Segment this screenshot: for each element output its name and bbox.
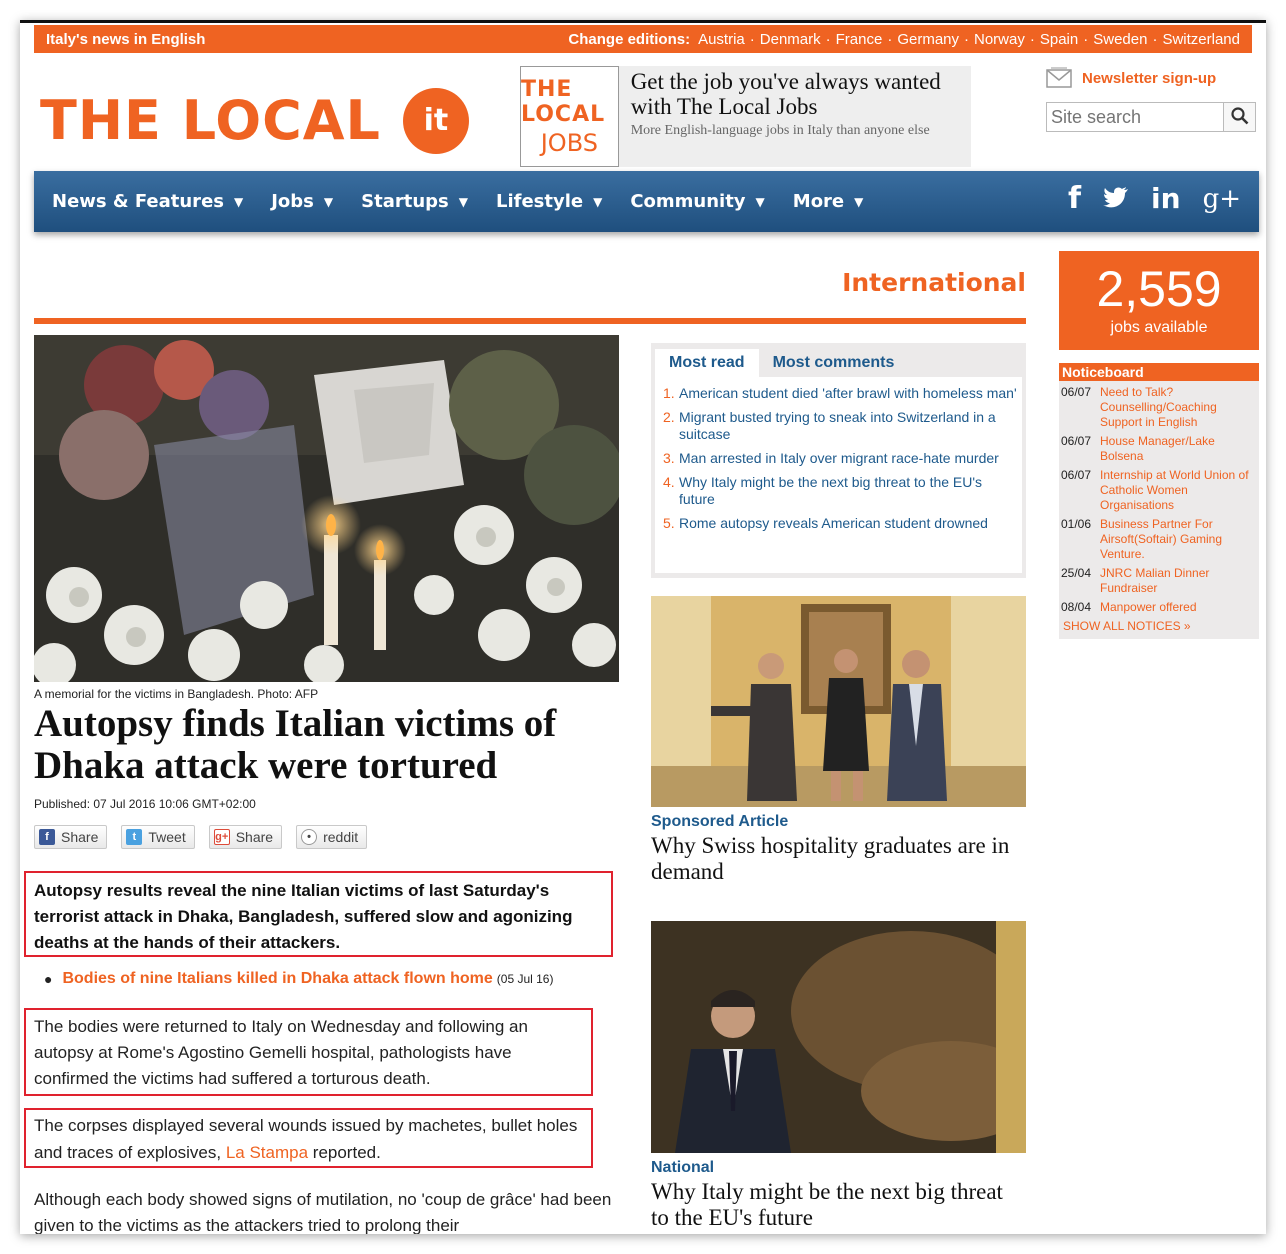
browser-page: [20, 20, 1266, 1234]
notice-date: 06/07: [1061, 468, 1092, 482]
published-date: Published: 07 Jul 2016 10:06 GMT+02:00: [34, 797, 256, 811]
edition-link-norway[interactable]: Norway: [974, 30, 1025, 48]
reddit-icon: •: [301, 829, 317, 845]
jobs-ad-logo-line1: THE LOCAL: [521, 76, 606, 127]
list-item: [1061, 434, 1256, 464]
share-buttons: [34, 825, 381, 849]
nav-label: Startups: [361, 191, 449, 212]
nav-label: Lifestyle: [495, 191, 584, 212]
most-read-link[interactable]: Migrant busted trying to sneak into Switzerland in a suitcase: [679, 409, 996, 442]
edition-link-spain[interactable]: Spain: [1039, 30, 1079, 48]
share-label: reddit: [323, 829, 359, 845]
newsletter-label: Newsletter sign-up: [1082, 69, 1217, 87]
share-label: Share: [61, 829, 99, 845]
national-article-image[interactable]: [651, 921, 1026, 1153]
promo-title[interactable]: Why Swiss hospitality graduates are in demand: [651, 833, 1010, 884]
notice-date: 06/07: [1061, 385, 1092, 399]
sponsored-article-image[interactable]: [651, 596, 1026, 807]
list-item[interactable]: 5. Rome autopsy reveals American student drowned: [663, 515, 988, 531]
related-article-date: (05 Jul 16): [496, 972, 554, 986]
nav-label: Jobs: [271, 191, 314, 212]
related-article-link[interactable]: Bodies of nine Italians killed in Dhaka attack flown home: [62, 970, 493, 987]
caret-down-icon: ▼: [458, 194, 468, 209]
caret-down-icon: ▼: [233, 194, 244, 209]
jobs-ad-subline: More English-language jobs in Italy than anyone else: [630, 123, 930, 138]
google-plus-share-button[interactable]: [209, 825, 282, 849]
site-tagline: Italy's news in English: [46, 30, 206, 48]
facebook-share-button[interactable]: [34, 825, 107, 849]
jobs-count-label: jobs available: [1110, 319, 1208, 336]
notice-link[interactable]: House Manager/Lake Bolsena: [1100, 434, 1215, 463]
nav-news-features[interactable]: [52, 191, 243, 212]
article-paragraph: The bodies were returned to Italy on Wednesday and following an autopsy at Rome's Agostino Gemelli hospital, pathologists have confirmed the victims had suffered a torturous death.: [24, 1008, 593, 1096]
edition-link-denmark[interactable]: Denmark: [759, 30, 821, 48]
list-item[interactable]: 3. Man arrested in Italy over migrant race-hate murder: [663, 450, 999, 466]
facebook-icon: f: [39, 829, 55, 845]
paragraph-text: The corpses displayed several wounds issued by machetes, bullet holes and traces of explosives,: [34, 1116, 578, 1162]
tab-most-comments[interactable]: Most comments: [772, 354, 895, 371]
nav-label: News & Features: [52, 191, 224, 212]
bullet-icon: ●: [44, 971, 53, 987]
caret-down-icon: ▼: [854, 194, 864, 209]
notice-link[interactable]: Internship at World Union of Catholic Women Organisations: [1100, 468, 1249, 512]
article-headline: Autopsy finds Italian victims of Dhaka attack were tortured: [34, 702, 557, 787]
editions-label: Change editions:: [568, 30, 691, 48]
list-item[interactable]: 4. Why Italy might be the next big threat to the EU's future: [663, 474, 1018, 508]
most-read-link[interactable]: Why Italy might be the next big threat to the EU's future: [679, 474, 983, 507]
most-read-link[interactable]: Man arrested in Italy over migrant race-hate murder: [679, 450, 999, 466]
twitter-icon: t: [126, 829, 142, 845]
editions-menu: Change editions: Austria · Denmark · France · Germany · Norway · Spain · Sweden · Switzerland: [568, 30, 1240, 48]
share-label: Share: [235, 829, 274, 845]
nav-community[interactable]: [630, 191, 764, 212]
paragraph-text: reported.: [308, 1143, 381, 1162]
promo-label: Sponsored Article: [651, 813, 789, 830]
search-input[interactable]: [1046, 102, 1224, 132]
newsletter-signup[interactable]: [1046, 67, 1216, 89]
nav-label: Community: [630, 191, 746, 212]
edition-link-switzerland[interactable]: Switzerland: [1162, 30, 1240, 48]
most-read-widget: [651, 343, 1026, 578]
la-stampa-link[interactable]: La Stampa: [225, 1143, 309, 1162]
list-item: [1061, 566, 1256, 596]
twitter-tweet-button[interactable]: [121, 825, 194, 849]
twitter-icon[interactable]: [1103, 186, 1129, 212]
notice-link[interactable]: Manpower offered: [1100, 600, 1197, 614]
google-plus-icon: g+: [215, 831, 229, 843]
tab-most-read[interactable]: Most read: [655, 349, 759, 377]
search-button[interactable]: [1224, 102, 1256, 132]
list-item: [1061, 517, 1256, 562]
nav-lifestyle[interactable]: [496, 191, 602, 212]
noticeboard-title: Noticeboard: [1059, 363, 1259, 381]
show-all-notices-link[interactable]: SHOW ALL NOTICES »: [1063, 619, 1191, 633]
linkedin-icon[interactable]: in: [1151, 182, 1181, 215]
social-links: [1046, 181, 1241, 216]
edition-link-germany[interactable]: Germany: [897, 30, 959, 48]
notice-link[interactable]: Business Partner For Airsoft(Softair) Gaming Venture.: [1100, 517, 1223, 561]
notice-date: 08/04: [1061, 600, 1092, 614]
list-item: [1061, 468, 1256, 513]
edition-link-austria[interactable]: Austria: [698, 30, 745, 48]
list-item: [1061, 600, 1256, 615]
envelope-icon: [1046, 67, 1072, 89]
list-item: [1061, 385, 1256, 430]
related-article: [44, 970, 553, 988]
caret-down-icon: ▼: [323, 194, 334, 209]
logo-badge: it: [403, 88, 469, 154]
facebook-icon[interactable]: f: [1067, 181, 1082, 216]
notice-link[interactable]: JNRC Malian Dinner Fundraiser: [1100, 566, 1210, 595]
caret-down-icon: ▼: [593, 194, 603, 209]
reddit-share-button[interactable]: [296, 825, 367, 849]
notice-date: 25/04: [1061, 566, 1092, 580]
article-hero-image: [34, 335, 619, 682]
logo-wordmark: THE LOCAL: [40, 89, 381, 152]
nav-more[interactable]: [793, 191, 864, 212]
notice-date: 06/07: [1061, 434, 1092, 448]
article-paragraph: [24, 1108, 593, 1168]
list-item[interactable]: 2. Migrant busted trying to sneak into Switzerland in a suitcase: [663, 409, 1018, 443]
search-icon: [1231, 107, 1249, 128]
jobs-count-number: 2,559: [1096, 261, 1222, 317]
jobs-count-box[interactable]: [1059, 251, 1259, 350]
jobs-ad-headline: Get the job you've always wanted with The Local Jobs: [630, 69, 941, 119]
jobs-banner-ad[interactable]: [520, 66, 971, 167]
jobs-ad-logo: [520, 66, 619, 167]
site-logo[interactable]: [40, 83, 469, 158]
noticeboard: [1059, 363, 1259, 639]
notice-link[interactable]: Need to Talk? Counselling/Coaching Support in English: [1100, 385, 1217, 429]
section-title[interactable]: International: [842, 268, 1026, 297]
edition-bar: [34, 25, 1252, 53]
section-divider: [34, 318, 1026, 324]
promo-label: National: [651, 1159, 715, 1176]
jobs-ad-logo-line2: JOBS: [540, 128, 598, 157]
caret-down-icon: ▼: [755, 194, 765, 209]
edition-link-france[interactable]: France: [835, 30, 883, 48]
notice-date: 01/06: [1061, 517, 1092, 531]
site-search: [1046, 102, 1256, 132]
nav-jobs[interactable]: [271, 191, 333, 212]
google-plus-icon[interactable]: g+: [1202, 183, 1241, 214]
nav-label: More: [792, 191, 845, 212]
promo-title[interactable]: Why Italy might be the next big threat to the EU's future: [651, 1179, 1003, 1230]
list-item[interactable]: 1. American student died 'after brawl with homeless man': [663, 385, 1017, 401]
most-read-link[interactable]: Rome autopsy reveals American student drowned: [679, 515, 988, 531]
most-read-link[interactable]: American student died 'after brawl with homeless man': [679, 385, 1017, 401]
most-read-list: [655, 377, 1022, 573]
nav-startups[interactable]: [361, 191, 468, 212]
share-label: Tweet: [148, 829, 186, 845]
article-paragraph: Although each body showed signs of mutilation, no 'coup de grâce' had been given to the victims as the attackers tried to prolong their: [34, 1190, 612, 1234]
image-caption: A memorial for the victims in Bangladesh. Photo: AFP: [34, 687, 319, 701]
edition-link-sweden[interactable]: Sweden: [1093, 30, 1148, 48]
main-nav: [34, 171, 1259, 232]
article-lead: Autopsy results reveal the nine Italian victims of last Saturday's terrorist attack in Dhaka, Bangladesh, suffered slow and agonizing deaths at the hands of their attackers.: [24, 871, 613, 957]
